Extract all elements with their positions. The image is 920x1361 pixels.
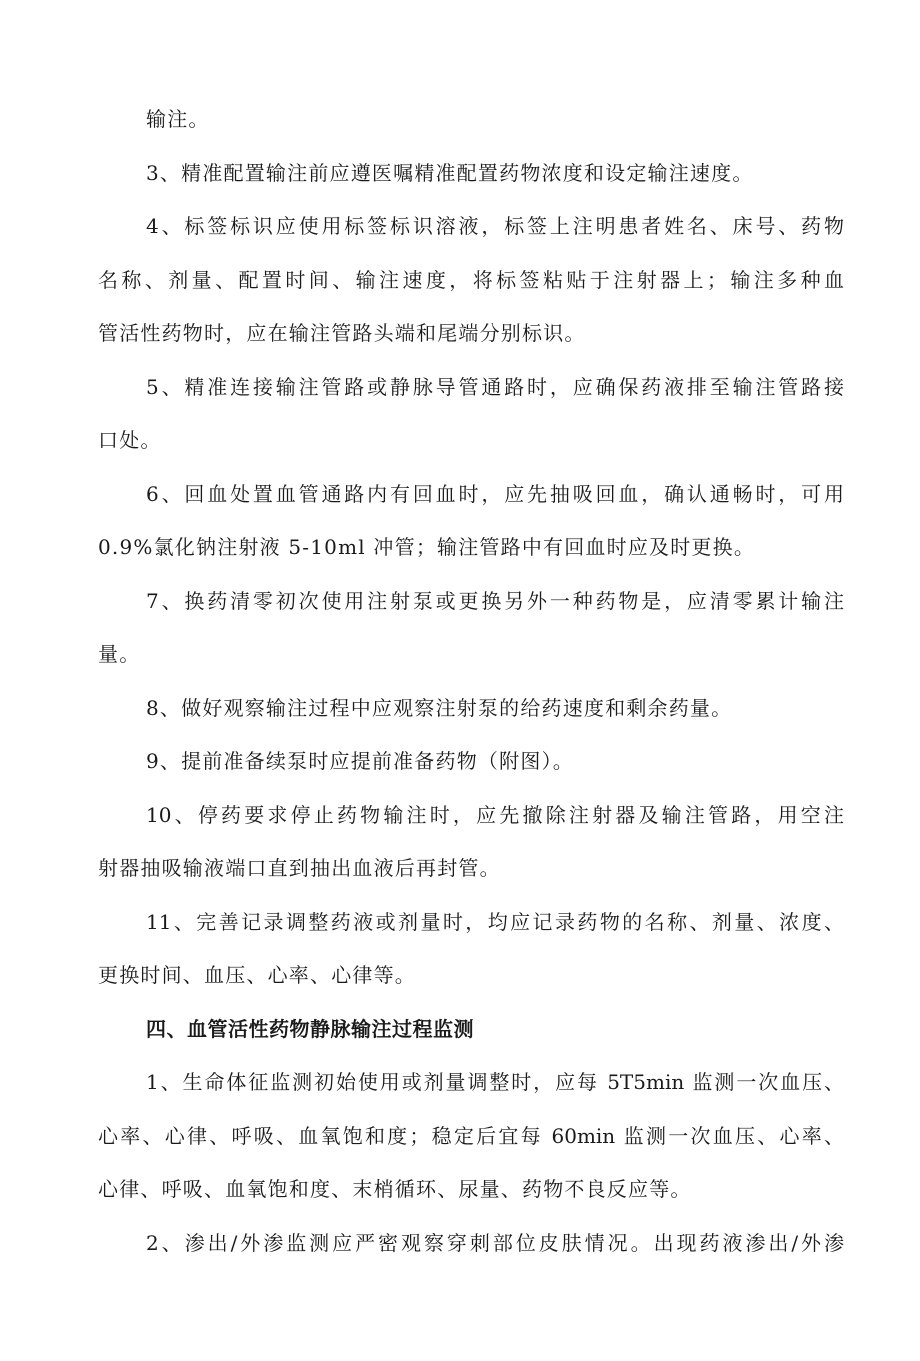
text-line: 2、渗出/外渗监测应严密观察穿刺部位皮肤情况。出现药液渗出/外渗 bbox=[146, 1231, 844, 1255]
text-line: 3、精准配置输注前应遵医嘱精准配置药物浓度和设定输注速度。 bbox=[146, 161, 754, 185]
text-line: 口处。 bbox=[98, 428, 162, 452]
text-line: 7、换药清零初次使用注射泵或更换另外一种药物是，应清零累计输注 bbox=[146, 589, 844, 613]
text-line: 8、做好观察输注过程中应观察注射泵的给药速度和剩余药量。 bbox=[146, 696, 733, 720]
text-line: 心率、心律、呼吸、血氧饱和度；稳定后宜每 60min 监测一次血压、心率、 bbox=[98, 1124, 844, 1148]
text-line: 9、提前准备续泵时应提前准备药物（附图）。 bbox=[146, 749, 574, 773]
text-line: 心律、呼吸、血氧饱和度、末梢循环、尿量、药物不良反应等。 bbox=[98, 1177, 692, 1201]
text-line: 量。 bbox=[98, 642, 141, 666]
text-line: 5、精准连接输注管路或静脉导管通路时，应确保药液排至输注管路接 bbox=[146, 375, 844, 399]
section-heading: 四、血管活性药物静脉输注过程监测 bbox=[146, 1017, 474, 1041]
text-line: 更换时间、血压、心率、心律等。 bbox=[98, 963, 416, 987]
text-line: 管活性药物时，应在输注管路头端和尾端分别标识。 bbox=[98, 321, 586, 345]
text-line: 6、回血处置血管通路内有回血时，应先抽吸回血，确认通畅时，可用 bbox=[146, 482, 844, 506]
text-line: 输注。 bbox=[146, 107, 210, 131]
text-line: 射器抽吸输液端口直到抽出血液后再封管。 bbox=[98, 856, 501, 880]
text-line: 1、生命体征监测初始使用或剂量调整时，应每 5T5min 监测一次血压、 bbox=[146, 1070, 844, 1094]
text-line: 10、停药要求停止药物输注时，应先撤除注射器及输注管路，用空注 bbox=[146, 803, 844, 827]
text-line: 0.9%氯化钠注射液 5-10ml 冲管；输注管路中有回血时应及时更换。 bbox=[98, 535, 756, 559]
text-line: 11、完善记录调整药液或剂量时，均应记录药物的名称、剂量、浓度、 bbox=[146, 910, 844, 934]
text-line: 名称、剂量、配置时间、输注速度，将标签粘贴于注射器上；输注多种血 bbox=[98, 268, 844, 292]
text-line: 4、标签标识应使用标签标识溶液，标签上注明患者姓名、床号、药物 bbox=[146, 214, 844, 238]
